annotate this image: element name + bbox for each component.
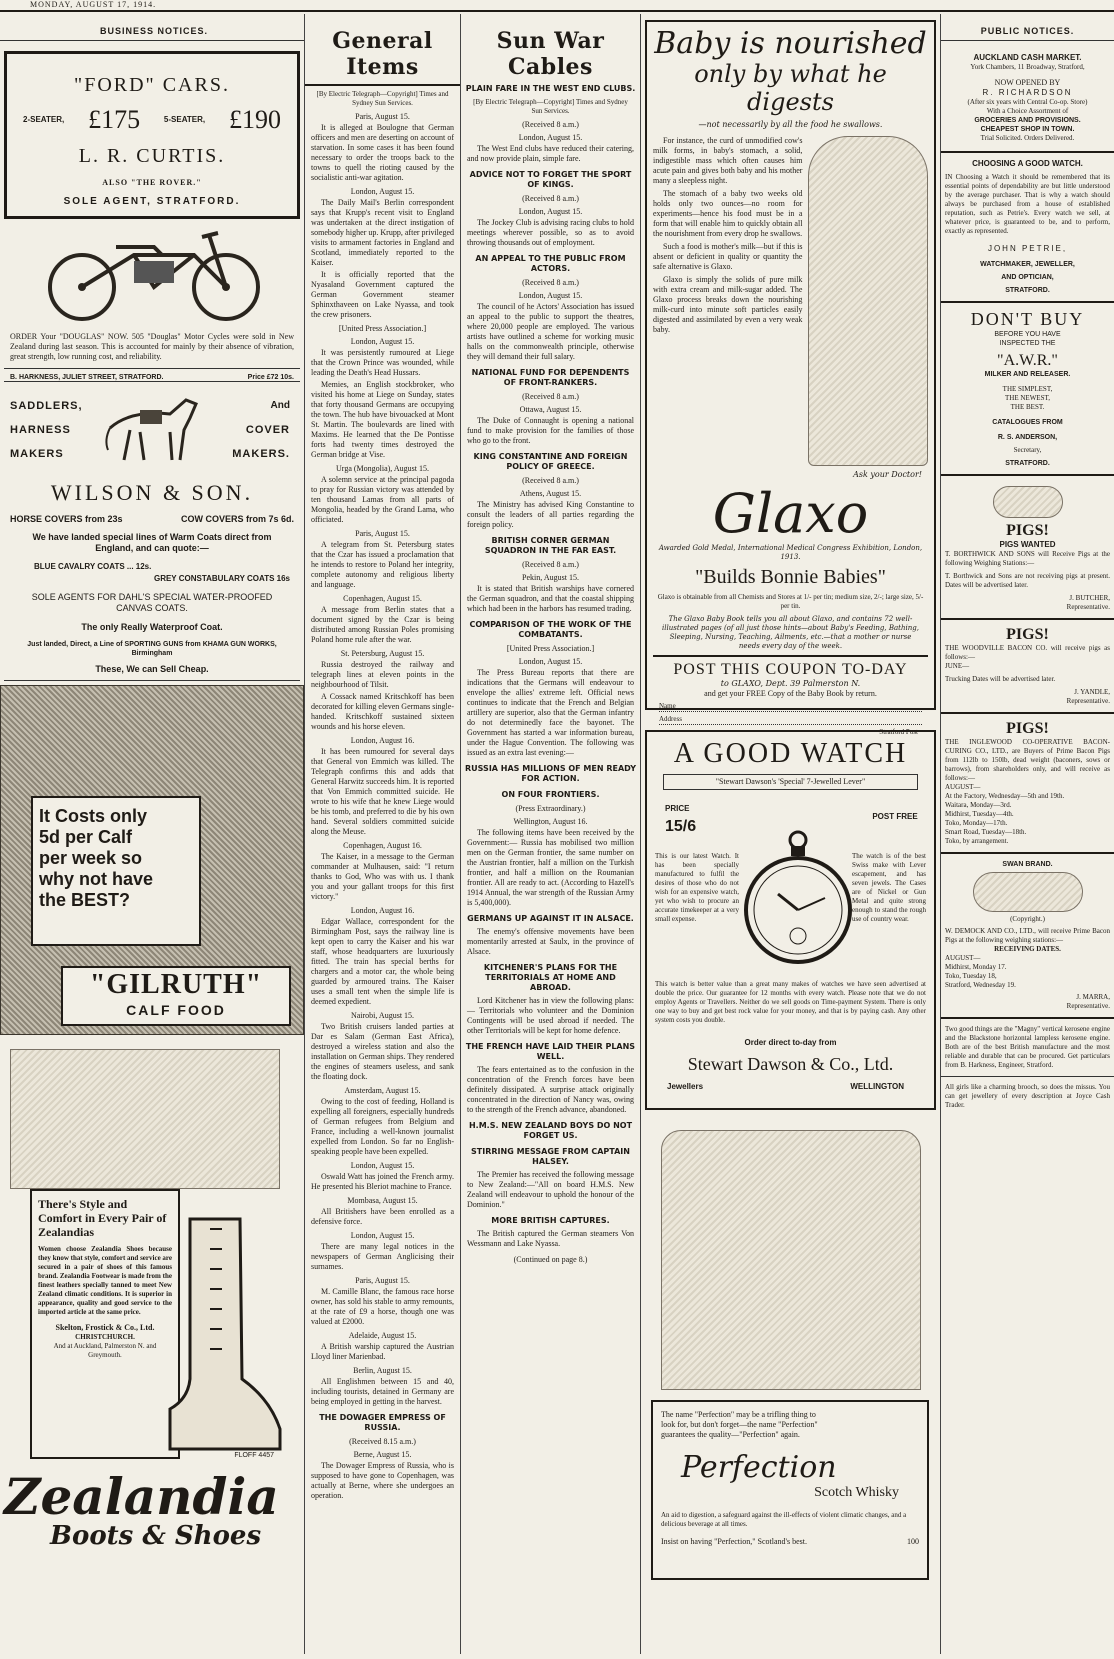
column-header: PUBLIC NOTICES.: [941, 14, 1114, 41]
item-dateline: Paris, August 15.: [355, 112, 410, 121]
cow-covers: COW COVERS from 7s 6d.: [180, 514, 294, 524]
station-item: Midhirst, Tuesday—4th.: [945, 810, 1014, 818]
market-title: AUCKLAND CASH MARKET.: [973, 53, 1082, 62]
market-address: York Chambers, 11 Broadway, Stratford,: [970, 63, 1085, 71]
auckland-cash-market-notice: [941, 41, 1114, 147]
cable-text: The fears entertained as to the confusion in the concentration of the French forces have been definitely dissipated. A surprise attack originally concentrated in the direction of Nancy was, owing to the strength of the French advance, abandoned.: [467, 1065, 634, 1114]
awr-catalogues: CATALOGUES FROM: [992, 419, 1063, 426]
item-dateline: Paris, August 15.: [355, 1276, 410, 1285]
cable-dateline: Athens, August 15.: [519, 489, 582, 498]
wilson-makers2: MAKERS.: [232, 448, 290, 460]
glaxo-copy: [653, 136, 802, 466]
ford-cars-ad: [4, 51, 300, 219]
dowager-received: (Received 8.15 a.m.): [349, 1437, 416, 1446]
pigs1-title: PIGS!: [1006, 522, 1049, 539]
whisky-text-panel: [651, 1400, 929, 1580]
cable-heading: KING CONSTANTINE AND FOREIGN POLICY OF GREECE.: [473, 452, 628, 471]
ford-dealer: L. R. CURTIS.: [78, 145, 226, 167]
wilson-harness: HARNESS: [10, 424, 71, 436]
petrie-name: JOHN PETRIE,: [987, 244, 1068, 253]
glaxo-body4: Glaxo is simply the solids of pure milk with extra cream and milk-sugar added. The Glaxo process breaks down the nourishing milk-curd into minute soft particles easily digested and assimilated by even a very weak baby.: [653, 275, 803, 334]
station-item: Toko, by arrangement.: [945, 837, 1009, 845]
swan-agent: J. MARRA,: [1076, 993, 1110, 1001]
item-dateline: Nairobi, August 15.: [350, 1011, 415, 1020]
petrie-trade: WATCHMAKER, JEWELLER,: [980, 261, 1075, 268]
pigs1-agent: J. BUTCHER,: [1069, 594, 1110, 602]
cable-received: (Received 8 a.m.): [522, 392, 579, 401]
awr-name: "A.W.R.": [997, 352, 1058, 369]
swan-text: W. DEMOCK AND CO., LTD., will receive Prime Bacon Pigs at the following weighing stations:—: [945, 927, 1110, 944]
item-dateline: London, August 16.: [350, 736, 415, 745]
cable-text: The following items have been received by the Government:— Russia has mobilised two million men on the German frontier, the same number on the Austrian frontier, half a million on the Turkish frontier, and half a million on the Roumanian frontier. All are ready to act. (According to Hazell's 1914 Annual, the war strength of the Russian Army is 5,400,000).: [467, 828, 634, 907]
glaxo-coupon-to: to GLAXO, Dept. 39 Palmerston N.: [720, 679, 861, 688]
glaxo-name-field: [659, 702, 922, 712]
item-dateline: London, August 15.: [350, 337, 415, 346]
glaxo-body3: Such a food is mother's milk—but if this is absent or deficient in quality or quantity the safe alternative is Glaxo.: [653, 242, 803, 271]
wilson-cheap: These, We can Sell Cheap.: [95, 664, 209, 674]
masthead-date: MONDAY, AUGUST 17, 1914.: [0, 0, 1114, 12]
item-dateline: London, August 15.: [350, 1161, 415, 1170]
glaxo-ad: [645, 20, 936, 736]
cable-heading: ADVICE NOT TO FORGET THE SPORT OF KINGS.: [469, 170, 632, 189]
cable-dateline: London, August 15.: [518, 291, 583, 300]
whisky-number: 100: [907, 1537, 919, 1546]
borthwick-pigs-notice: [941, 480, 1114, 614]
sun-war-cables-title: Sun War Cables: [496, 28, 605, 80]
boot-illustration: [150, 1209, 290, 1459]
station-item: Waitara, Monday—3rd.: [945, 801, 1012, 809]
zealandia-branches: And at Auckland, Palmerston N. and Greymouth.: [53, 1342, 157, 1359]
zealandia-city: CHRISTCHURCH.: [75, 1333, 135, 1341]
business-notices-column: [0, 14, 304, 1659]
cable-dateline: London, August 15.: [518, 657, 583, 666]
woodville-pigs-notice: [941, 624, 1114, 708]
awr-dont: DON'T BUY: [970, 309, 1085, 329]
cable-heading: THE FRENCH HAVE LAID THEIR PLANS WELL.: [465, 1042, 636, 1061]
war-cables-list: [461, 120, 640, 1249]
market-trial: Trial Solicited. Orders Delivered.: [980, 134, 1075, 142]
swan-brand-notice: [941, 858, 1114, 1013]
swan-role: Representative.: [1066, 1002, 1110, 1010]
cable-text: Lord Kitchener has in view the following plans:— Territorials who volunteer and the Dominion Contingents will be used abroad if needed. The other Territorials will be kept for home defence.: [467, 996, 634, 1035]
cable-heading: BRITISH CORNER GERMAN SQUADRON IN THE FAR EAST.: [484, 536, 617, 555]
item-dateline: [United Press Association.]: [338, 324, 427, 333]
cable-received: (Received 8 a.m.): [522, 278, 579, 287]
item-text: A Cossack named Kritschkoff has been decorated for killing eleven Germans single-handed. Kritschkoff sustained sixteen wounds and his horse eleven.: [311, 692, 454, 731]
station-item: Toko, Tuesday 18,: [945, 972, 997, 980]
glaxo-address-label: Address: [659, 715, 682, 723]
item-dateline: Paris, August 15.: [355, 529, 410, 538]
awr-town: STRATFORD.: [1005, 460, 1050, 467]
item-dateline: Copenhagen, August 16.: [343, 841, 422, 850]
dowager-text: The Dowager Empress of Russia, who is supposed to have gone to Copenhagen, was actually at Berne, where she undergoes an operation.: [311, 1461, 454, 1500]
glaxo-caption: Ask your Doctor!: [853, 470, 922, 479]
item-dateline: Copenhagen, August 15.: [343, 594, 422, 603]
cable-dateline: London, August 15.: [518, 133, 583, 142]
item-text: Memies, an English stockbroker, who visited his home at Liege on Sunday, states that forty thousand Germans are occupying the town. The hub have bivouacked at Mont St. Martin. The boulevards are lined with Maxims. He learned that the De Pontisse forts had twenty times destroyed the German bridge at Vise.: [311, 380, 454, 459]
sun-war-cables-subhead: PLAIN FARE IN THE WEST END CLUBS.: [465, 84, 636, 93]
watch-left-text: This is our latest Watch. It has been specially manufactured to fulfil the desires of those who do not wish for an expensive watch, yet who wish to procure an accurate timekeeper at a very small expense.: [655, 852, 739, 923]
gilruth-brand-panel: [61, 966, 291, 1026]
glaxo-post: Stratford Post: [879, 728, 918, 736]
glaxo-brand: Glaxo: [712, 482, 869, 545]
item-text: All Britishers have been enrolled as a defensive force.: [311, 1207, 454, 1226]
item-text: Russia destroyed the railway and telegraph lines at eleven points in the neighbourhood of Tilsit.: [311, 660, 454, 689]
glaxo-tagline: "Builds Bonnie Babies": [695, 566, 886, 588]
market-after: (After six years with Central Co-op. Store): [967, 98, 1088, 106]
item-text: A telegram from St. Petersburg states that the Czar has issued a proclamation that he intends to restore to Poland her integrity, complete autonomy and religious liberty and language.: [311, 540, 454, 589]
item-text: It is alleged at Boulogne that German officers and men are deserting on account of starvation. In some cases it has been found necessary to order the troops back to the towns to quell the rioting caused by the socialistic anti-war agitation.: [311, 123, 454, 182]
douglas-price: Price £72 10s.: [247, 374, 294, 381]
swan-stations: [945, 963, 1110, 990]
awr-inspected: INSPECTED THE: [999, 340, 1056, 347]
glaxo-coupon: POST THIS COUPON TO-DAY: [673, 661, 908, 678]
blue-coats: BLUE CAVALRY COATS ... 12s.: [34, 562, 152, 571]
whisky-note: An aid to digestion, a safeguard against the ill-effects of violent climatic changes, and a delicious beverage at all times.: [661, 1511, 907, 1528]
swan-dates-head: RECEIVING DATES.: [994, 945, 1061, 953]
station-item: At the Factory, Wednesday—5th and 19th.: [945, 792, 1065, 800]
awr-product: MILKER AND RELEASER.: [984, 371, 1071, 378]
petrie-and: AND OPTICIAN,: [1001, 274, 1054, 281]
baby-illustration: [808, 136, 928, 466]
item-text: A British warship captured the Austrian Lloyd liner Marienbad.: [311, 1342, 454, 1361]
ford-agent: SOLE AGENT, STRATFORD.: [63, 196, 241, 207]
pig-illustration: [993, 486, 1063, 518]
gentleman-illustration: [661, 1130, 921, 1390]
cable-received: [United Press Association.]: [506, 644, 595, 653]
cable-heading: COMPARISON OF THE WORK OF THE COMBATANTS.: [469, 620, 632, 639]
item-text: Two British cruisers landed parties at Dar es Salam (German East Africa), destroyed a wireless station and also the installation on German ships. They rendered the engines of steamers useless, and sank the floating dock.: [311, 1022, 454, 1081]
cable-text: The council of he Actors' Association has issued an appeal to the public to support the theatres, where 20,000 people are employed. The various artists have outlined a scheme for working music halls on the commonwealth principle, otherwise they will demand their full salary.: [467, 302, 634, 361]
wilson-saddlers: SADDLERS,: [10, 400, 83, 412]
ford-also: ALSO "THE ROVER.": [102, 178, 202, 187]
general-items-list: [305, 112, 460, 1407]
zealandia-headline: There's Style and Comfort in Every Pair of Zealandias: [38, 1197, 167, 1239]
column-header: BUSINESS NOTICES.: [0, 14, 304, 41]
zealandia-body: Women choose Zealandia Shoes because they know that style, comfort and service are secured in a pair of shoes of this famous brand. Zealandia Footwear is made from the finest leathers specially tanned to meet New Zealand climatic conditions. It is superior in appearance, quality and good service to the imported article at the same price.: [38, 1245, 173, 1316]
item-dateline: Urga (Mongolia), August 15.: [336, 464, 429, 473]
cable-received: (Received 8 a.m.): [522, 560, 579, 569]
public-notices-column: [941, 14, 1114, 1659]
whisky-product: Scotch Whisky: [814, 1485, 899, 1500]
ford-5-seater-price: £190: [228, 105, 281, 134]
advertisements-column: [641, 14, 940, 1659]
pigs2-role: Representative.: [1066, 697, 1110, 705]
item-dateline: London, August 15.: [350, 187, 415, 196]
cable-heading: STIRRING MESSAGE FROM CAPTAIN HALSEY.: [471, 1147, 630, 1166]
watch-order: Order direct to-day from: [744, 1038, 837, 1047]
petrie-body: IN Choosing a Watch it should be remembered that its essential points of dependability are but little understood by the average purchaser. That is why a watch should always be purchased from a house of established reputation, such as Petrie's. Every watch we sell, at whatever price, is guaranteed to be, and to perform, exactly as represented.: [945, 173, 1110, 235]
swan-month: AUGUST—: [945, 954, 981, 962]
cable-text: It is stated that British warships have cornered the German squadron, and that the coastal shipping which had been in the harbors has resumed trading.: [467, 584, 634, 613]
item-dateline: Amsterdam, August 15.: [344, 1086, 421, 1095]
pigs2-agent: J. YANDLE,: [1074, 688, 1110, 696]
petrie-town: STRATFORD.: [1005, 287, 1050, 294]
item-text: It was persistently rumoured at Liege that the Crown Prince was wounded, while leading the Death's Head Hussars.: [311, 348, 454, 377]
couple-illustration: [10, 1049, 280, 1189]
station-item: Smart Road, Tuesday—18th.: [945, 828, 1027, 836]
cable-text: The Ministry has advised King Constantine to consult the leaders of all parties regarding the foreign policy.: [467, 500, 634, 529]
cable-text: The enemy's offensive movements have been momentarily arrested at Saulx, in the province of Alsace.: [467, 927, 634, 956]
item-text: M. Camille Blanc, the famous race horse owner, has sold his stable to army remounts, at the rate of £9 a horse, though one was valued at £2000.: [311, 1287, 454, 1326]
cable-text: The Press Bureau reports that there are indications that the Germans will endeavour to envelope the allies' extreme left. Official news continues to indicate that the French and Belgian artillery are superior, also that the German infantry do not determinedly face the bayonet. The Government has started a war information bureau, under the Hague Convention. The following was issued as an extra last evening:—: [467, 668, 634, 757]
zealandia-style-number: FLOFF 4457: [234, 1452, 274, 1459]
cable-heading: GERMANS UP AGAINST IT IN ALSACE.: [467, 914, 634, 923]
motorcycle-illustration: [4, 225, 300, 325]
station-item: Midhirst, Monday 17.: [945, 963, 1007, 971]
wilson-covers: [10, 514, 294, 524]
market-groceries: GROCERIES AND PROVISIONS.: [974, 117, 1081, 124]
item-dateline: Mombasa, August 15.: [347, 1196, 418, 1205]
stewart-dawson-watch-ad: [645, 730, 936, 1110]
cable-dateline: Pekin, August 15.: [522, 573, 579, 582]
zealandia-maker: Skelton, Frostick & Co., Ltd.: [55, 1323, 155, 1332]
cable-text: The Duke of Connaught is opening a national fund to make provision for the families of those who go to the front.: [467, 416, 634, 445]
pigs3-text: THE INGLEWOOD CO-OPERATIVE BACON-CURING CO., LTD., are Buyers of Prime Bacon Pigs from 112lb to 150lb, dead weight (baconers, sows or barrows), from shareholders only, and will receive as follows:—: [945, 738, 1110, 782]
general-items-column: [305, 14, 460, 1659]
sun-war-cables-column: [461, 14, 640, 1659]
gilruth-text-panel: [31, 796, 201, 946]
whisky-insist: Insist on having "Perfection," Scotland's best.: [661, 1537, 807, 1546]
watch-right-text: The watch is of the best Swiss make with Lever escapement, and has seven jewels. The Cases are of Nickel or Gun Metal and quite strong enough to stand the rough use of country wear.: [852, 852, 926, 923]
continued-note: (Continued on page 8.): [513, 1255, 588, 1264]
cable-received: (Received 8 a.m.): [522, 120, 579, 129]
gilruth-line1: It Costs only: [39, 806, 148, 826]
pocket-watch-illustration: [743, 828, 853, 968]
sun-war-cables-credit: [By Electric Telegraph—Copyright] Times and Sydney Sun Services.: [473, 98, 628, 115]
cable-text: The Jockey Club is advising racing clubs to hold meetings wherever possible, so as to avoid throwing thousands out of employment.: [467, 218, 634, 247]
horse-covers: HORSE COVERS from 23s: [10, 514, 123, 524]
glaxo-subhead: —not necessarily by all the food he swallows.: [698, 120, 883, 129]
glaxo-price: Glaxo is obtainable from all Chemists and Stores at 1/- per tin; medium size, 2/-; large size, 5/- per tin.: [657, 593, 924, 610]
glaxo-body-row: [653, 136, 928, 466]
gilruth-line5: the BEST?: [39, 890, 131, 910]
item-text: The Kaiser, in a message to the German commander at Mulhausen, said: "I return thanks to God, Who was with us. I thank you and your gallant troops for this first victory.": [311, 852, 454, 901]
cable-heading: RUSSIA HAS MILLIONS OF MEN READY FOR ACTION.: [465, 764, 636, 783]
gilruth-brand: "GILRUTH": [89, 969, 263, 1000]
inglewood-pigs-notice: [941, 718, 1114, 848]
watch-price: 15/6: [665, 818, 697, 835]
cable-heading: ON FOUR FRONTIERS.: [501, 790, 600, 799]
item-text: It is officially reported that the Nyasaland Government captured the German Government steamer Sphinxthaveen on Lake Nyassa, and took the crew prisoners.: [311, 270, 454, 319]
wilson-saddlers-ad: [4, 381, 300, 681]
cable-received: (Received 8 a.m.): [522, 476, 579, 485]
magny-engine-notice: Two good things are the "Magny" vertical kerosene engine and the Blackstone horizontal lampless kerosene engine. Both are of the best British manufacture and the most reliable and durable that can be procured. Get particulars from B. Harkness, Engineer, Stratford.: [945, 1025, 1110, 1069]
whisky-line2: look for, but don't forget—the name "Perfection": [661, 1420, 818, 1429]
awr-milker-notice: [941, 307, 1114, 470]
market-choice: With a Choice Assortment of: [986, 107, 1069, 115]
market-opened: NOW OPENED BY: [994, 78, 1061, 87]
item-text: Owing to the cost of feeding, Holland is expelling all foreigners, especially hundreds of German refugees from Belgium and France, including a well-known journalist expelled from London. So far no English-speaking people have been expelled.: [311, 1097, 454, 1156]
watch-firm: Stewart Dawson & Co., Ltd.: [687, 1054, 894, 1074]
cable-text: The West End clubs have reduced their catering, and now provide plain, simple fare.: [467, 144, 634, 163]
wilson-and: And: [270, 400, 290, 411]
petrie-watch-notice: [941, 157, 1114, 297]
watch-city: WELLINGTON: [850, 1082, 904, 1091]
watch-price-label: PRICE: [665, 804, 690, 813]
item-text: Oswald Watt has joined the French army. He presented his Bleriot machine to France.: [311, 1172, 454, 1191]
gilruth-line4: why not have: [39, 869, 154, 889]
watch-footer: [667, 1082, 904, 1092]
brooch-notice: All girls like a charming brooch, so does the missus. You can get jewellery of every description at Joyce Cash Trader.: [945, 1083, 1110, 1109]
wilson-cover: COVER: [245, 424, 290, 436]
general-items-title: General Items: [332, 28, 433, 80]
wilson-name: WILSON & SON.: [50, 480, 254, 505]
awr-agent: R. S. ANDERSON,: [997, 434, 1058, 441]
grey-coats: GREY CONSTABULARY COATS 16s: [153, 574, 290, 583]
watch-post-free: POST FREE: [872, 812, 918, 821]
dowager-heading: THE DOWAGER EMPRESS OF RUSSIA.: [319, 1413, 446, 1432]
glaxo-award: Awarded Gold Medal, International Medical Congress Exhibition, London, 1913.: [658, 544, 923, 561]
cable-text: The Premier has received the following message to New Zealand:—"All on board H.M.S. New Zealand will endeavour to uphold the honour of the Dominion.": [467, 1170, 634, 1209]
cable-text: The British captured the German steamers Von Wessmann and Lake Nyassa.: [467, 1229, 634, 1248]
glaxo-body2: The stomach of a baby two weeks old holds only two ounces—no room for experiments—hence his food must be in a form that will enable him to quickly obtain all the nourishment from every drop he swallows.: [653, 189, 803, 238]
item-text: It has been rumoured for several days that General von Emmich was killed. The Telegraph confirms this and adds that General Harwitz succeeds him. It is reported that Von Emmich committed suicide. He wrote to his wife that he knew Liege would be his tomb, and preferred to die by his own hand. Several soldiers committed suicide along the Meuse.: [311, 747, 454, 836]
item-text: Edgar Wallace, correspondent for the Birmingham Post, says the railway line is kept open to carry the Kaiser and his war staff, whose headquarters are luxuriously fitted. The train has special berths for chargers and a motor car, the whole being guarded by armoured trains. The Kaiser uses a small tent when the simple life is deemed expedient.: [311, 917, 454, 1006]
item-dateline: Berlin, August 15.: [353, 1366, 412, 1375]
pigs2-june: JUNE—: [945, 662, 970, 670]
gilruth-line2: 5d per Calf: [39, 827, 133, 847]
wilson-guns: Just landed, Direct, a Line of SPORTING GUNS from KHAMA GUN WORKS, Birmingham: [27, 641, 277, 657]
cable-dateline: London, August 15.: [518, 207, 583, 216]
pigs1-wanted: PIGS WANTED: [999, 540, 1056, 549]
item-text: There are many legal notices in the newspapers of German Anglicising their surnames.: [311, 1242, 454, 1271]
ford-2-seater-label: 2-SEATER,: [23, 115, 65, 124]
perfection-whisky-ad: [641, 1120, 940, 1590]
douglas-text: ORDER Your "DOUGLAS" NOW. 505 "Douglas" Motor Cycles were sold in New Zealand during last season. This is accounted for mainly by their absence of vibration, great strength, low running cost, and reliability.: [10, 332, 294, 361]
pigs2-title: PIGS!: [1006, 626, 1049, 643]
cable-dateline: Wellington, August 16.: [513, 817, 588, 826]
glaxo-headline2: only by what he digests: [694, 60, 887, 116]
glaxo-coupon-get: and get your FREE Copy of the Baby Book by return.: [704, 689, 877, 698]
douglas-motorcycle-ad: [4, 225, 300, 381]
gilruth-line3: per week so: [39, 848, 143, 868]
watch-headline: A GOOD WATCH: [673, 738, 908, 769]
horse-illustration: [100, 390, 210, 466]
wilson-landed: We have landed special lines of Warm Coats direct from England, and can quote:—: [32, 532, 272, 553]
item-dateline: St. Petersburg, August 15.: [340, 649, 425, 658]
douglas-address: B. HARKNESS, JULIET STREET, STRATFORD.: [10, 374, 164, 381]
ford-5-seater-label: 5-SEATER,: [163, 115, 206, 124]
glaxo-book: The Glaxo Baby Book tells you all about Glaxo, and contains 72 well-illustrated pages (of all just those hints—about Baby's Feeding, Bathing, Sleeping, Nursing, Teaching, Ailments, etc.—that a mother or nurse needs every day of the week.: [662, 615, 919, 650]
glaxo-name-label: Name: [659, 702, 676, 710]
cable-received: (Received 8 a.m.): [522, 194, 579, 203]
pigs1-note: T. Borthwick and Sons are not receiving pigs at present. Dates will be advertised later.: [945, 572, 1110, 589]
awr-secretary: Secretary,: [1013, 446, 1042, 454]
station-item: Toko, Monday—17th.: [945, 819, 1008, 827]
awr-newest: THE NEWEST,: [1005, 394, 1050, 402]
item-dateline: London, August 16.: [350, 906, 415, 915]
station-item: Stratford, Wednesday 19.: [945, 981, 1016, 989]
gilruth-product: CALF FOOD: [126, 1002, 226, 1018]
watch-jewellers: Jewellers: [667, 1082, 704, 1091]
whisky-line3: guarantees the quality—"Perfection" again.: [661, 1430, 800, 1439]
ford-prices: [23, 105, 281, 135]
general-items-credit: [By Electric Telegraph—Copyright] Times and Sydney Sun Services.: [316, 90, 449, 107]
awr-before: BEFORE YOU HAVE: [994, 331, 1061, 338]
glaxo-body1: For instance, the curd of unmodified cow's milk forms, in baby's stomach, a solid, indigestible mass which often causes him acute pain and gives both baby and his mother many a sleepless night.: [653, 136, 803, 185]
wilson-makers: MAKERS: [10, 448, 64, 460]
whisky-brand: Perfection: [681, 1450, 837, 1485]
item-text: All Englishmen between 15 and 40, including tourists, detained in Germany are being employed in getting in the harvest.: [311, 1377, 454, 1406]
swan-pig-illustration: [973, 872, 1083, 912]
wilson-only: The only Really Waterproof Coat.: [81, 622, 223, 632]
pigs2-text: THE WOODVILLE BACON CO. will receive pigs as follows:—: [945, 644, 1110, 661]
cable-heading: NATIONAL FUND FOR DEPENDENTS OF FRONT-RANKERS.: [471, 368, 630, 387]
item-text: A solemn service at the principal pagoda to pray for Russian victory was attended by ten thousand Lamas from all parts of Mongolia, headed by the Grand Lama, who officiated.: [311, 475, 454, 524]
dowager-dateline: Berne, August 15.: [353, 1450, 412, 1459]
gilruth-calf-food-ad: [0, 685, 304, 1035]
ford-2-seater-price: £175: [88, 105, 141, 134]
swan-copyright: (Copyright.): [1010, 915, 1045, 923]
zealandia-shoes-ad: [0, 1039, 304, 1559]
glaxo-headline1: Baby is nourished: [654, 26, 927, 61]
item-text: The Daily Mail's Berlin correspondent says that Krupp's recent visit to England was undertaken at the direct instigation of somebody higher up. Krupp, after privileged visits to armament factories in England and Scotland, immediately reported to the Kaiser.: [311, 198, 454, 267]
item-dateline: London, August 15.: [350, 1231, 415, 1240]
cable-heading: KITCHENER'S PLANS FOR THE TERRITORIALS AT HOME AND ABROAD.: [483, 963, 618, 992]
cable-received: (Press Extraordinary.): [515, 804, 586, 813]
cable-heading: MORE BRITISH CAPTURES.: [491, 1216, 610, 1225]
pigs1-text: T. BORTHWICK AND SONS will Receive Pigs at the following Weighing Stations:—: [945, 550, 1110, 567]
cable-dateline: Ottawa, August 15.: [519, 405, 582, 414]
cable-heading: H.M.S. NEW ZEALAND BOYS DO NOT FORGET US.: [468, 1121, 633, 1140]
pigs2-note: Trucking Dates will be advertised later.: [945, 675, 1056, 683]
swan-title: SWAN BRAND.: [1002, 861, 1053, 868]
pigs3-stations: [945, 792, 1110, 846]
awr-best: THE BEST.: [1010, 403, 1045, 411]
item-text: A message from Berlin states that a document signed by the Czar is being distributed among Russian Poles promising Poland home rule after the war.: [311, 605, 454, 644]
ford-title: "FORD" CARS.: [74, 74, 230, 96]
cable-heading: AN APPEAL TO THE PUBLIC FROM ACTORS.: [475, 254, 626, 273]
market-cheapest: CHEAPEST SHOP IN TOWN.: [980, 126, 1075, 133]
zealandia-brand: Zealandia: [4, 1467, 279, 1526]
pigs3-title: PIGS!: [1006, 720, 1049, 737]
watch-body: This watch is better value than a great many makes of watches we have seen advertised at double the price. Our guarantee for 12 months with every watch. Please note that we do not employ Agents or Travellers. Neither do we sell goods on Time-payment System. There is only one way to buy and get best rock value for your money, and that is by paying cash. Any other system costs you double.: [655, 980, 926, 1024]
whisky-line1: The name "Perfection" may be a trifling thing to: [661, 1410, 816, 1419]
market-owner: R. RICHARDSON: [982, 88, 1073, 97]
glaxo-address-field: [659, 715, 922, 725]
item-dateline: Adelaide, August 15.: [348, 1331, 417, 1340]
petrie-title: CHOOSING A GOOD WATCH.: [972, 159, 1083, 168]
watch-sub: "Stewart Dawson's 'Special' 7-Jewelled Lever": [663, 774, 918, 790]
whisky-footer: [661, 1537, 919, 1547]
awr-simplest: THE SIMPLEST,: [1002, 385, 1053, 393]
zealandia-sub: Boots & Shoes: [50, 1521, 262, 1551]
pigs3-month: AUGUST—: [945, 783, 981, 791]
pigs1-role: Representative.: [1066, 603, 1110, 611]
wilson-sole-agents: SOLE AGENTS FOR DAHL'S SPECIAL WATER-PROOFED CANVAS COATS.: [31, 592, 273, 613]
